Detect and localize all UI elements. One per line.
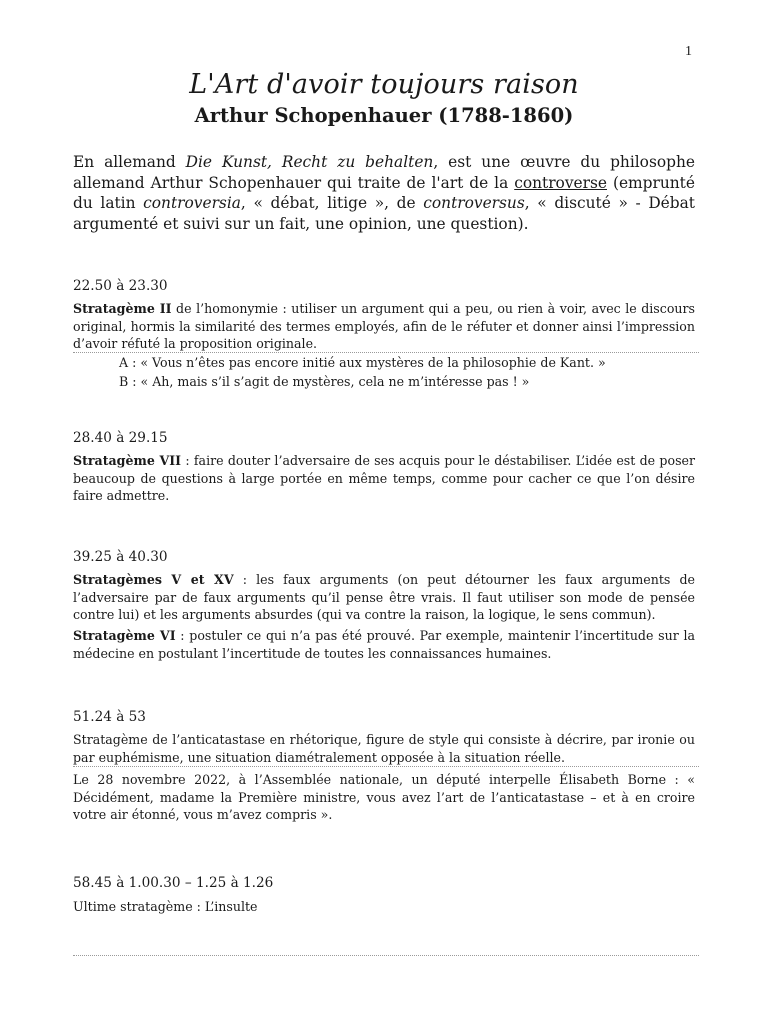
quote-a: A : « Vous n’êtes pas encore initié aux mystères de la philosophie de Kant. » [119, 355, 606, 370]
page-number: 1 [685, 44, 692, 59]
section-timestamp: 51.24 à 53 [73, 709, 146, 725]
quote-b: B : « Ah, mais s’il s’agit de mystères, cela ne m’intéresse pas ! » [119, 374, 530, 389]
section-paragraph: Stratagème de l’anticatastase en rhétorique, figure de style qui consiste à décrire, par ironie ou par euphémisme, une situation diamétralement opposée à la situation réelle. [73, 732, 695, 765]
section-paragraph [73, 300, 695, 353]
stratagem-label: Stratagème VII [73, 453, 182, 468]
stratagem-text: : faire douter l’adversaire de ses acquis pour le déstabiliser. L’idée est de poser beaucoup de questions à large portée en même temps, comme pour cacher ce que l’on désire faire admettre. [73, 453, 695, 503]
intro-text: , « discuté » - Débat argumenté et suivi sur un fait, une opinion, une question). [73, 194, 695, 233]
section-divider [73, 766, 699, 767]
intro-latin-word: controversia [143, 194, 241, 212]
intro-text: , est une œuvre du philosophe allemand Arthur Schopenhauer qui traite de l'art de la [73, 153, 695, 192]
section-timestamp: 28.40 à 29.15 [73, 430, 168, 446]
stratagem-text: de l’homonymie : utiliser un argument qui a peu, ou rien à voir, avec le discours original, hormis la similarité des termes employés, afin de le réfuter et donner ainsi l’impression d’avoir réfuté la proposition originale. [73, 301, 695, 351]
page-bottom-divider [73, 955, 699, 956]
document-subtitle: Arthur Schopenhauer (1788-1860) [194, 104, 574, 127]
intro-latin-word: controversus [423, 194, 525, 212]
document-title: L'Art d'avoir toujours raison [189, 69, 579, 100]
section-timestamp: 39.25 à 40.30 [73, 549, 168, 565]
intro-german-title: Die Kunst, Recht zu behalten [185, 153, 434, 171]
section-paragraph [73, 452, 695, 505]
section-timestamp: 22.50 à 23.30 [73, 278, 168, 294]
stratagem-text: : postuler ce qui n’a pas été prouvé. Par exemple, maintenir l’incertitude sur la médecine en postulant l’incertitude de toutes les connaissances humaines. [73, 628, 695, 661]
intro-paragraph [73, 152, 695, 234]
intro-link-controverse: controverse [514, 173, 607, 192]
intro-text: , « débat, litige », de [240, 194, 424, 212]
stratagem-label: Stratagèmes V et XV [73, 572, 234, 587]
section-paragraph: Ultime stratagème : L’insulte [73, 899, 258, 914]
stratagem-label: Stratagème II [73, 301, 172, 316]
section-paragraph [73, 627, 695, 662]
section-timestamp: 58.45 à 1.00.30 – 1.25 à 1.26 [73, 875, 274, 891]
section-paragraph [73, 571, 695, 624]
stratagem-label: Stratagème VI [73, 628, 176, 643]
section-paragraph: Le 28 novembre 2022, à l’Assemblée nationale, un député interpelle Élisabeth Borne : « Décidément, madame la Première ministre, vous avez l’art de l’anticatastase – et à en croire votre air étonné, vous m’avez compris ». [73, 772, 695, 822]
intro-text: (emprunté du latin [73, 173, 695, 212]
stratagem-text: : les faux arguments (on peut détourner les faux arguments de l’adversaire par de faux arguments qu’il pense être vrais. Il faut utiliser son mode de pensée contre lui) et les arguments absurdes (qui va contre la raison, la logique, le sens commun). [73, 572, 695, 622]
intro-text: En allemand [73, 153, 186, 171]
